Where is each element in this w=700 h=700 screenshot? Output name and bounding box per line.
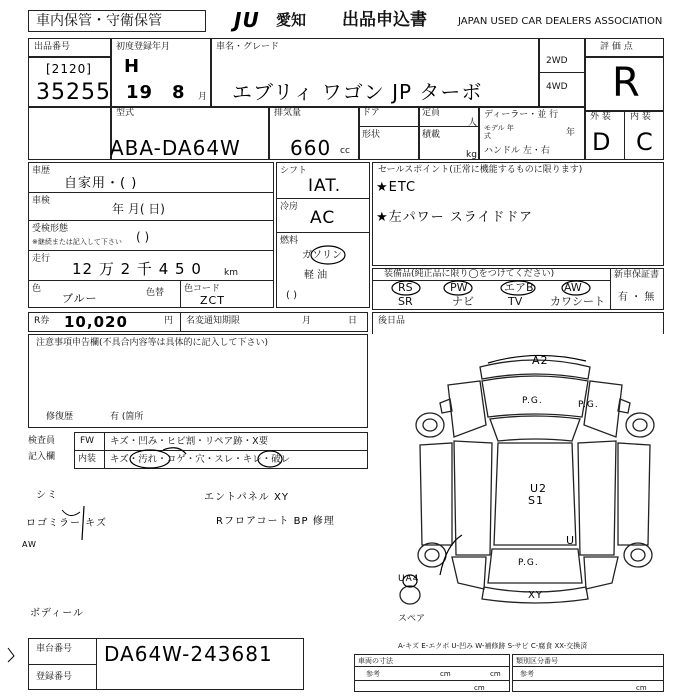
interior-marks [108,446,308,470]
size-label: 車両の寸法 [358,657,393,665]
later-frame [372,312,664,334]
year-unit: 年 [566,128,576,138]
load-unit: kg [466,150,477,160]
shape-label: 形状 [362,130,381,140]
grade-interior-label: 内 装 [630,112,651,122]
model-label: 型式 [116,108,135,118]
color-code-label: 色コード [184,284,221,294]
displacement-label: 排気量 [274,108,302,118]
car-pg-left: P.G. [522,396,543,406]
model-value: ABA-DA64W [110,136,241,160]
car-name-label: 車名・グレード [216,42,280,52]
fuel-other: ( ) [286,290,297,301]
note-entry-panel: エントパネル XY [204,492,289,503]
class-cm: cm [636,684,647,692]
handle-label: ハンドル 左・右 [484,146,550,156]
shift-label: シフト [280,166,308,176]
receipt-note: ※継続または記入して下さい [32,238,122,246]
interior-label: 内装 [78,454,97,464]
car-a2: A2 [532,354,549,367]
r-value: 10,020 [64,313,128,331]
size-cm1: cm [440,670,451,678]
warranty-value: 有 ・ 無 [618,292,655,303]
color-value: ブルー [62,292,98,305]
car-diagram [400,345,670,615]
equip-aw: AW [564,281,582,294]
note-aw: AW [22,540,37,549]
size-ref: 参考 [366,670,380,678]
car-xy: XY [528,590,543,601]
equipment-circles [372,280,612,296]
grade-score: R [612,60,641,106]
chassis-value: DA64W-243681 [104,642,273,666]
equip-airbag: エアB [504,281,534,294]
repair-value: 有 (箇所 [110,412,144,422]
color-code-value: ZCT [200,294,225,307]
model-year-label: モデル 年式 [484,124,514,140]
storage-label: 車内保管・守衛保管 [36,13,162,29]
equip-navi: ナビ [452,295,474,308]
registration-month-unit: 月 [198,92,208,102]
grade-exterior-label: 外 装 [590,112,611,122]
ju-logo [234,8,276,32]
size-cm3: cm [474,684,485,692]
lot-number: 35255 [36,80,111,105]
registration-era: H [124,56,141,77]
fuel-label: 燃料 [280,236,299,246]
equip-seat: カワシート [550,295,605,308]
legend-line1: A-キズ E-エクボ U-凹み W-補修跡 S-サビ C-腐食 XX-交換済 [398,642,588,650]
fuel-gasoline: ガソリン [302,250,342,261]
car-s1: S1 [528,494,544,507]
load-label: 積載 [422,130,441,140]
mileage-value: 12 万 2 千 4 5 0 [72,260,202,278]
registration-month: 8 [172,82,186,103]
grade-exterior: D [592,128,612,156]
fw-label: FW [80,436,95,446]
color-label: 色 [32,284,42,294]
ac-label: 冷房 [280,202,299,212]
displacement-unit: cc [340,146,350,156]
car-pg-right: P.G. [578,400,599,410]
capacity-unit: 人 [468,118,478,128]
sales-label: セールスポイント(正常に機能するものに限ります) [378,165,583,175]
note-strokes [60,504,120,544]
car-name-value: エブリィ ワゴン JP ターボ [232,80,483,104]
mileage-label: 走行 [32,254,51,264]
interior-text: キズ・汚れ・コゲ・穴・スレ・キレ・破レ [110,454,291,465]
edge-mark [4,646,20,666]
equip-pw: PW [450,281,468,294]
equipment-label: 装備品(純正品に限り◯をつけてください) [384,269,555,279]
equip-tv: TV [508,295,523,308]
entry-label: 記入欄 [28,452,56,462]
shift-value: IAT. [308,176,342,196]
ac-value: AC [310,208,336,228]
gasoline-circle [308,244,348,266]
name-change-day: 日 [348,316,358,326]
drive-2wd: 2WD [546,56,568,66]
inspection-label: 車検 [32,196,51,206]
notes-label: 注意事項申告欄(不具合内容等は具体的に記入して下さい) [36,338,269,348]
registration-year: 19 [126,82,154,103]
mileage-unit: km [224,268,238,278]
association-name: JAPAN USED CAR DEALERS ASSOCIATION [458,16,663,27]
inspector-label: 検査員 [28,436,56,446]
form-title: 出品申込書 [342,10,427,30]
later-label: 後日品 [378,316,406,326]
equip-rs: RS [398,281,413,294]
grade-label: 評 価 点 [600,42,633,52]
fuel-light-oil: 軽 油 [304,270,328,281]
note-stain: シミ [36,490,58,501]
registration-label: 初度登録年月 [116,42,171,52]
car-pg-rear: P.G. [518,558,539,568]
note-mirror: ロゴミラー キズ [26,518,107,529]
note-floor: Rフロアコート BP 修理 [216,516,335,527]
car-u2: U2 [530,482,548,495]
drive-4wd: 4WD [546,82,568,92]
color-swap-label: 色替 [146,288,165,298]
lot-sub-number: [2120] [46,62,92,76]
history-label: 車歴 [32,166,51,176]
displacement-value: 660 [290,136,332,160]
spare-label: スペア [398,614,426,624]
car-u: U [566,534,576,547]
r-unit: 円 [164,316,174,326]
history-value: 自家用・( ) [64,176,138,191]
logo-mark: JU [234,8,260,32]
warranty-label: 新車保証書 [614,270,660,280]
receipt-value: ( ) [136,230,150,244]
reg-label: 登録番号 [36,672,73,682]
logo-region: 愛知 [276,11,307,29]
car-uaw: UA4 [398,574,420,584]
class-ref: 参考 [520,670,534,678]
fw-text: キズ・凹み・ヒビ割・リペア跡・X要 [110,436,269,447]
note-body: ボディール [30,608,84,619]
class-label: 類別区分番号 [516,657,558,665]
receipt-label: 受検形態 [32,224,69,234]
repair-label: 修復歴 [46,412,74,422]
sales-line2: ★左パワー スライドドア [376,210,534,225]
sales-line1: ★ETC [376,180,417,195]
dealer-label: ディーラー・並 行 [484,110,559,120]
inspection-value: 年 月( 日) [112,202,165,216]
door-label: ドア [362,108,380,118]
lot-label: 出品番号 [34,42,71,52]
grade-interior: C [636,128,654,156]
capacity-label: 定員 [422,108,441,118]
equip-sr: SR [398,295,413,308]
name-change-label: 名変通知期限 [186,316,241,326]
chassis-label: 車台番号 [36,644,73,654]
size-cm2: cm [490,670,501,678]
r-label: R券 [34,316,50,326]
name-change-month: 月 [302,316,312,326]
